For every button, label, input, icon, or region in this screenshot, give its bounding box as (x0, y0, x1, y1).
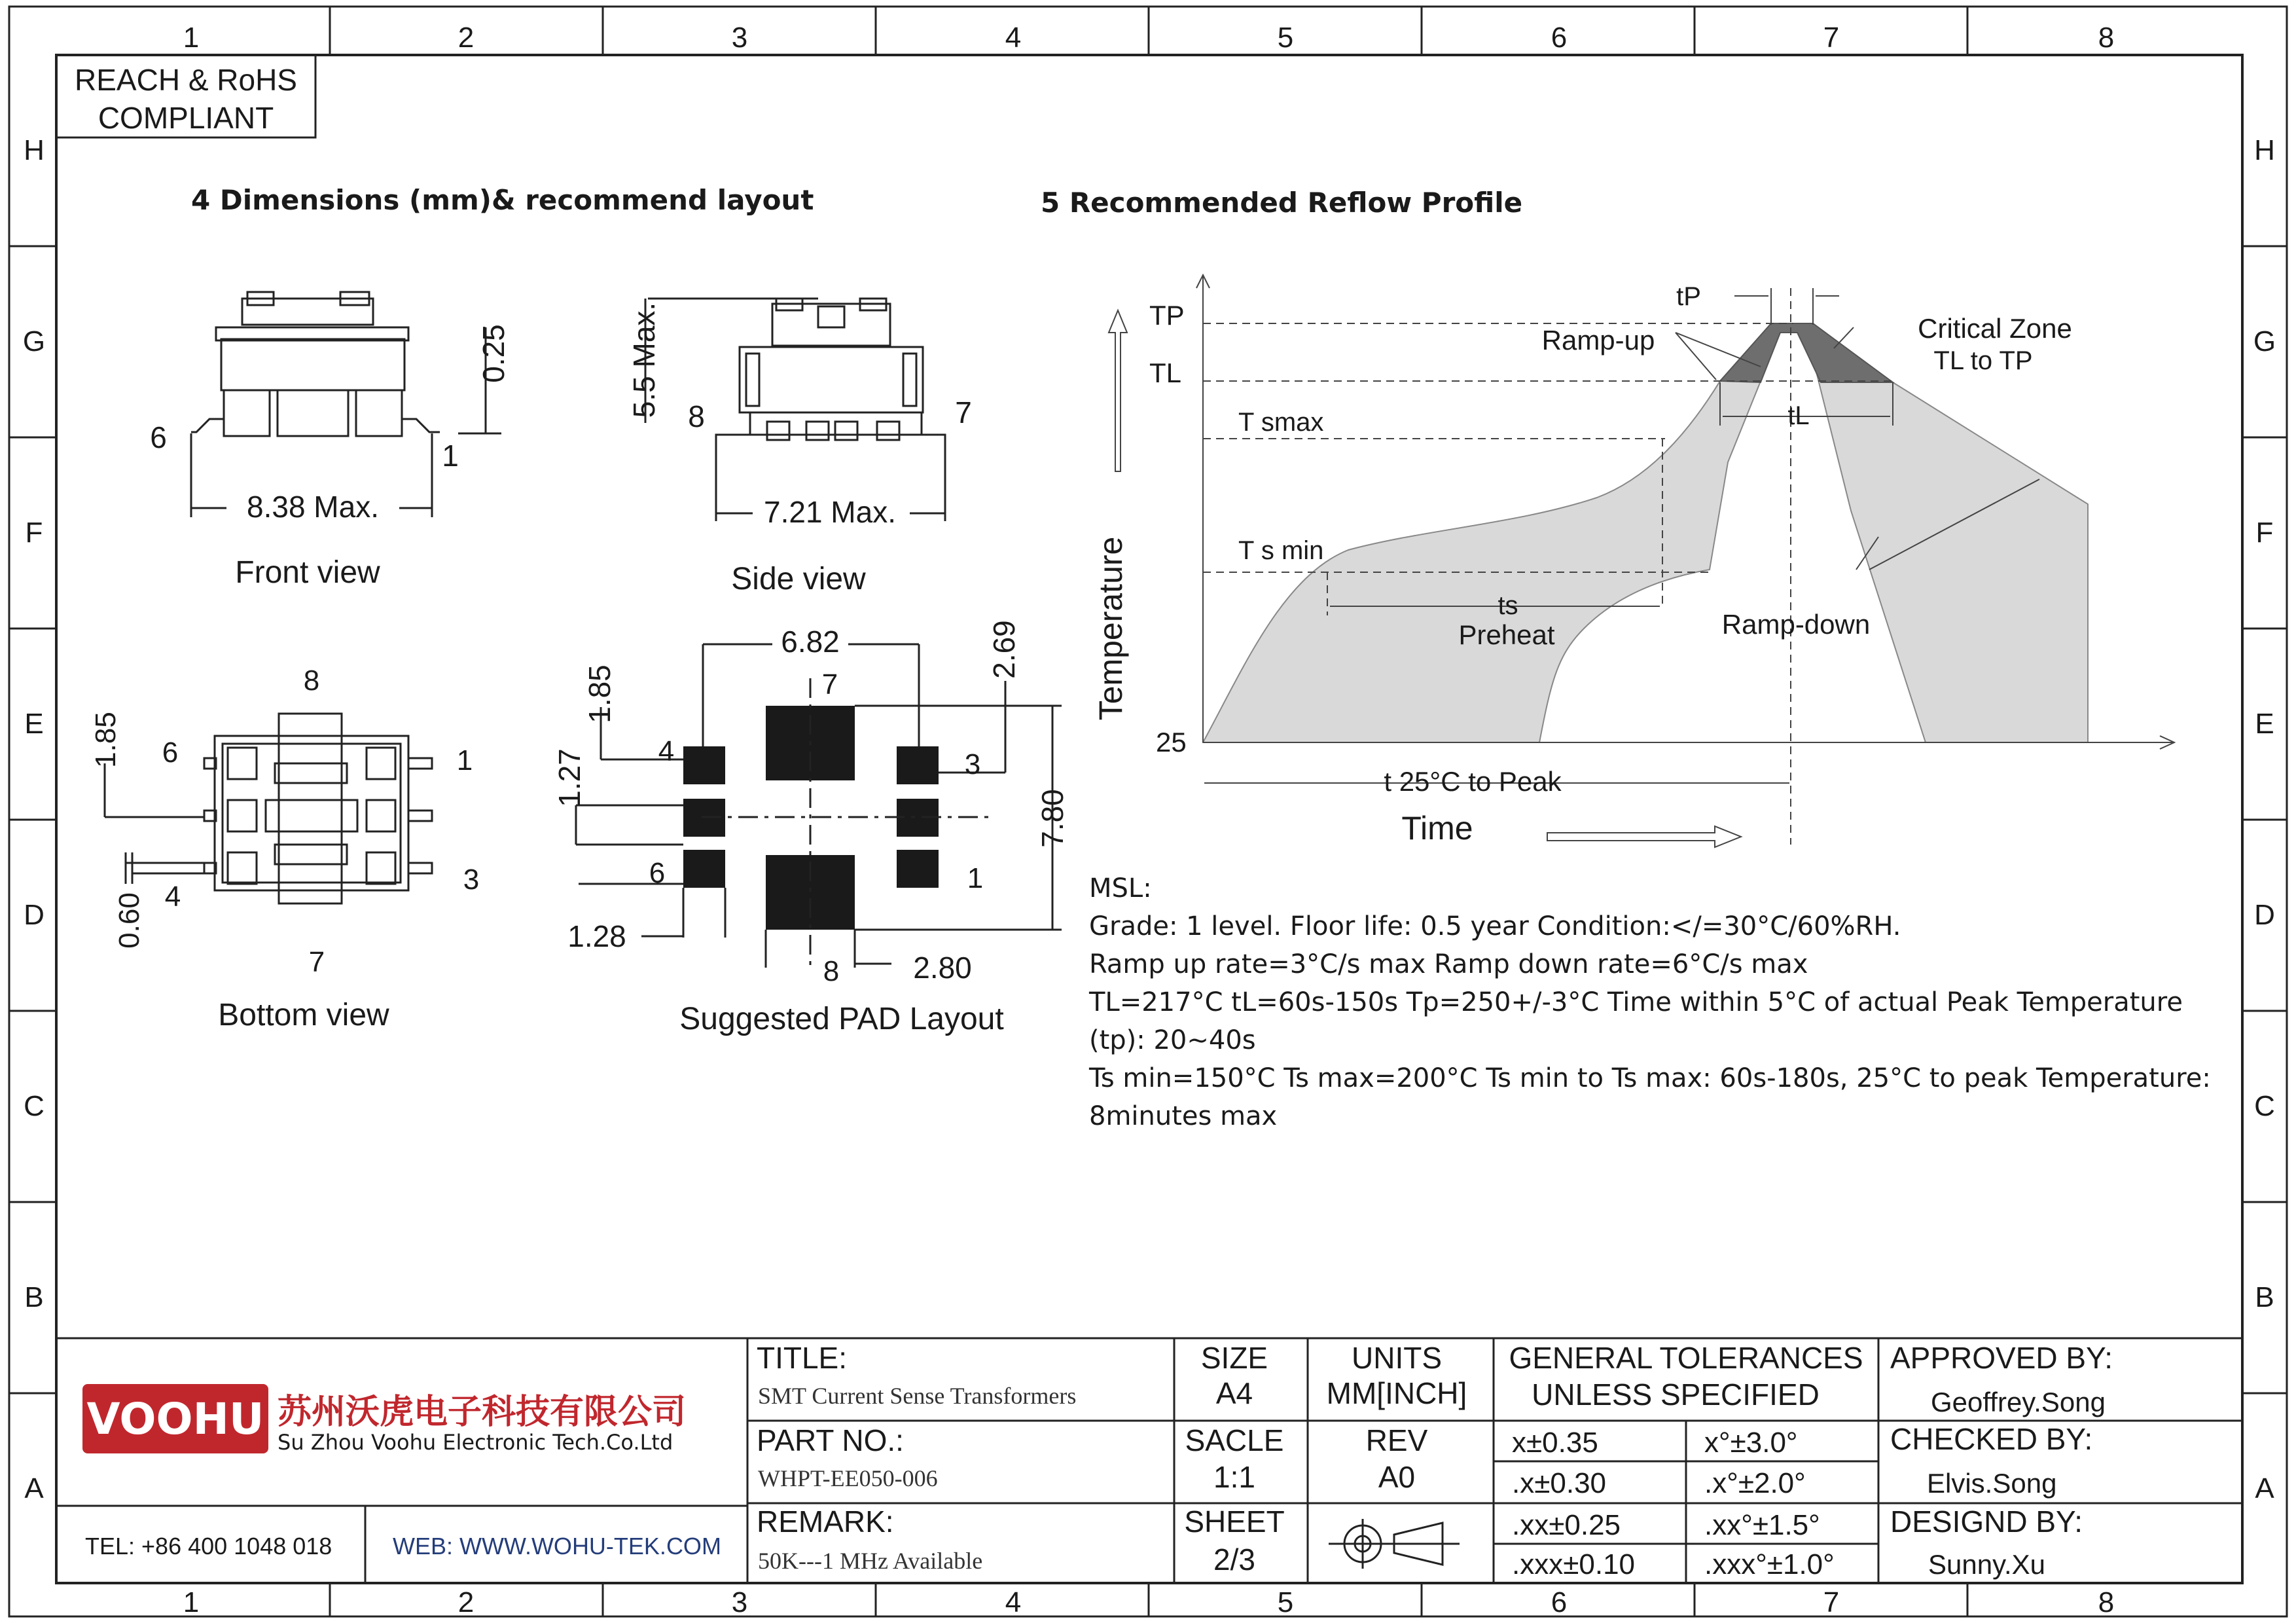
units-value: MM[INCH] (1326, 1376, 1467, 1410)
section4-heading: 4 Dimensions (mm)& recommend layout (191, 184, 814, 216)
bottom-pin-1: 1 (456, 744, 473, 776)
tolerance-value: x°±3.0° (1704, 1427, 1798, 1459)
bottom-view (105, 714, 432, 903)
scale-label: SACLE (1185, 1423, 1284, 1457)
front-height-dim: 0.25 (476, 324, 511, 383)
pad-pin-6: 6 (649, 857, 666, 889)
pad-layout (576, 644, 1062, 968)
designed-value: Sunny.Xu (1928, 1549, 2046, 1580)
remark-label: REMARK: (757, 1504, 894, 1539)
label-ramp-up: Ramp-up (1541, 325, 1655, 356)
tolerance-label-1: GENERAL TOLERANCES (1509, 1341, 1863, 1375)
col-label: 7 (1823, 1586, 1840, 1618)
title-block (56, 1338, 2242, 1583)
label-t25: t 25°C to Peak (1384, 766, 1562, 797)
row-label: E (24, 708, 44, 740)
bottom-pin-top: 8 (303, 665, 320, 697)
front-view (191, 292, 501, 517)
zone-ticks (9, 7, 2287, 1616)
pad-pin-3: 3 (964, 748, 981, 780)
label-tsmax: T smax (1238, 408, 1324, 437)
col-label: 1 (183, 1586, 200, 1618)
label-tsmin: T s min (1238, 536, 1324, 565)
company-tel: TEL: +86 400 1048 018 (85, 1533, 332, 1559)
pad-pin-7: 7 (821, 668, 838, 701)
row-label: G (2253, 325, 2276, 357)
tolerance-value: .xxx±0.10 (1512, 1548, 1636, 1580)
msl-line: Grade: 1 level. Floor life: 0.5 year Condition:</=30°C/60%RH. (1089, 911, 1901, 941)
logo-text: VOOHU (86, 1394, 264, 1444)
msl-line: TL=217°C tL=60s-150s Tp=250+/-3°C Time within 5°C of actual Peak Temperature (1089, 987, 2183, 1017)
bottom-pin-6: 6 (162, 737, 179, 769)
profile-envelope (1203, 323, 2088, 742)
compliance-box (56, 55, 315, 137)
pad-dim-pad-h: 1.27 (552, 748, 586, 807)
col-label: 6 (1551, 22, 1568, 54)
size-label: SIZE (1200, 1341, 1268, 1375)
pad-pin-8: 8 (823, 955, 840, 987)
pad-dim-right: 2.69 (987, 620, 1021, 679)
msl-line: MSL: (1089, 873, 1152, 903)
tolerance-value: .x±0.30 (1512, 1467, 1607, 1499)
msl-line: Ramp up rate=3°C/s max Ramp down rate=6°C/s max (1089, 949, 1808, 979)
label-tl-axis: TL (1149, 357, 1182, 388)
company-logo (82, 1384, 268, 1453)
label-critical-2: TL to TP (1933, 346, 2033, 375)
section5-heading: 5 Recommended Reflow Profile (1041, 187, 1523, 219)
bottom-pin-4: 4 (164, 881, 181, 913)
col-label: 6 (1551, 1586, 1568, 1618)
label-ts-time: ts (1498, 591, 1518, 620)
bottom-dim-pitch: 1.85 (90, 712, 122, 768)
col-label: 5 (1277, 1586, 1294, 1618)
approved-label: APPROVED BY: (1890, 1341, 2113, 1375)
col-label: 8 (2098, 22, 2115, 54)
pad-dim-pad-w: 1.28 (567, 919, 626, 953)
row-label: A (2255, 1472, 2274, 1504)
label-ylabel: Temperature (1092, 536, 1129, 721)
row-label: G (22, 325, 46, 357)
col-label: 3 (731, 1586, 748, 1618)
approved-value: Geoffrey.Song (1931, 1387, 2106, 1417)
pad-dim-big: 2.80 (913, 951, 972, 985)
col-label: 2 (457, 22, 475, 54)
pad-layout-caption: Suggested PAD Layout (679, 1002, 1004, 1036)
designed-label: DESIGND BY: (1890, 1504, 2083, 1539)
row-label: C (24, 1090, 45, 1122)
bottom-view-labels (90, 665, 479, 1032)
part-value: WHPT-EE050-006 (758, 1465, 938, 1491)
pad-dim-total: 7.80 (1035, 789, 1069, 848)
pad-dim-pitch: 1.85 (583, 665, 617, 723)
msl-line: Ts min=150°C Ts max=200°C Ts min to Ts max: 60s-180s, 25°C to peak Temperature: (1089, 1063, 2211, 1093)
row-label: F (25, 517, 43, 549)
row-label: B (2255, 1281, 2274, 1313)
units-label: UNITS (1352, 1341, 1442, 1375)
col-label: 4 (1005, 22, 1022, 54)
col-label: 3 (731, 22, 748, 54)
bottom-dim-width: 0.60 (113, 892, 145, 949)
side-height-dim: 5.5 Max. (627, 302, 661, 418)
col-label: 8 (2098, 1586, 2115, 1618)
msl-line: (tp): 20~40s (1089, 1025, 1256, 1055)
scale-value: 1:1 (1213, 1460, 1255, 1494)
bottom-view-caption: Bottom view (218, 998, 389, 1032)
pad-pin-1: 1 (967, 862, 984, 894)
side-view-caption: Side view (731, 562, 866, 596)
col-label: 1 (183, 22, 200, 54)
compliance-line2: COMPLIANT (98, 101, 274, 135)
front-pin-left: 6 (150, 420, 167, 454)
tolerance-value: .x°±2.0° (1704, 1467, 1806, 1499)
bottom-pin-3: 3 (463, 864, 480, 896)
bottom-pin-bottom: 7 (308, 946, 325, 978)
remark-value: 50K---1 MHz Available (758, 1548, 983, 1574)
sheet-label: SHEET (1184, 1504, 1285, 1539)
tolerance-value: .xx±0.25 (1512, 1509, 1621, 1541)
reflow-profile (1092, 275, 2174, 847)
compliance-line1: REACH & RoHS (75, 63, 297, 97)
tolerance-value: .xxx°±1.0° (1704, 1548, 1835, 1580)
msl-notes (1089, 869, 2241, 1135)
row-label: A (24, 1472, 44, 1504)
tolerance-value: .xx°±1.5° (1704, 1509, 1820, 1541)
outer-border (9, 7, 2287, 1616)
column-labels (183, 22, 2114, 1618)
critical-zone (1720, 323, 1893, 382)
side-pin-left: 8 (688, 399, 705, 433)
front-view-caption: Front view (235, 555, 380, 590)
label-xlabel: Time (1401, 810, 1473, 847)
size-value: A4 (1215, 1376, 1253, 1410)
company-web: WEB: WWW.WOHU-TEK.COM (393, 1533, 721, 1559)
row-label: H (2254, 134, 2275, 166)
pad-pin-4: 4 (658, 735, 675, 767)
row-label: H (24, 134, 45, 166)
label-tp-axis: TP (1149, 300, 1185, 331)
front-width-dim: 8.38 Max. (247, 490, 379, 524)
title-label: TITLE: (757, 1341, 848, 1375)
side-width-dim: 7.21 Max. (764, 495, 896, 529)
rev-value: A0 (1378, 1460, 1416, 1494)
checked-label: CHECKED BY: (1890, 1422, 2093, 1456)
col-label: 7 (1823, 22, 1840, 54)
row-label: E (2255, 708, 2274, 740)
checked-value: Elvis.Song (1927, 1468, 2057, 1499)
msl-line: 8minutes max (1089, 1101, 1278, 1131)
row-label: D (24, 899, 45, 931)
row-label: C (2254, 1090, 2275, 1122)
company-cn: 苏州沃虎电子科技有限公司 (278, 1393, 687, 1432)
tolerance-label-2: UNLESS SPECIFIED (1532, 1377, 1820, 1412)
row-label: F (2255, 517, 2274, 549)
front-pin-right: 1 (442, 439, 459, 473)
rev-label: REV (1365, 1423, 1428, 1457)
label-preheat: Preheat (1458, 619, 1555, 650)
title-value: SMT Current Sense Transformers (758, 1383, 1077, 1409)
col-label: 4 (1005, 1586, 1022, 1618)
col-label: 2 (457, 1586, 475, 1618)
col-label: 5 (1277, 22, 1294, 54)
tolerance-value: x±0.35 (1512, 1427, 1598, 1459)
part-label: PART NO.: (757, 1423, 904, 1457)
sheet-value: 2/3 (1213, 1542, 1255, 1577)
label-ramp-down: Ramp-down (1721, 609, 1871, 640)
side-pin-right: 7 (955, 395, 972, 429)
front-view-labels (150, 324, 511, 590)
company-en: Su Zhou Voohu Electronic Tech.Co.Ltd (278, 1430, 673, 1455)
row-label: B (24, 1281, 44, 1313)
label-y25: 25 (1156, 727, 1187, 757)
label-tl-time: tL (1787, 401, 1810, 430)
label-tp-time: tP (1676, 282, 1701, 311)
label-critical-1: Critical Zone (1918, 313, 2072, 344)
pad-dim-width: 6.82 (781, 625, 840, 659)
row-label: D (2254, 899, 2275, 931)
